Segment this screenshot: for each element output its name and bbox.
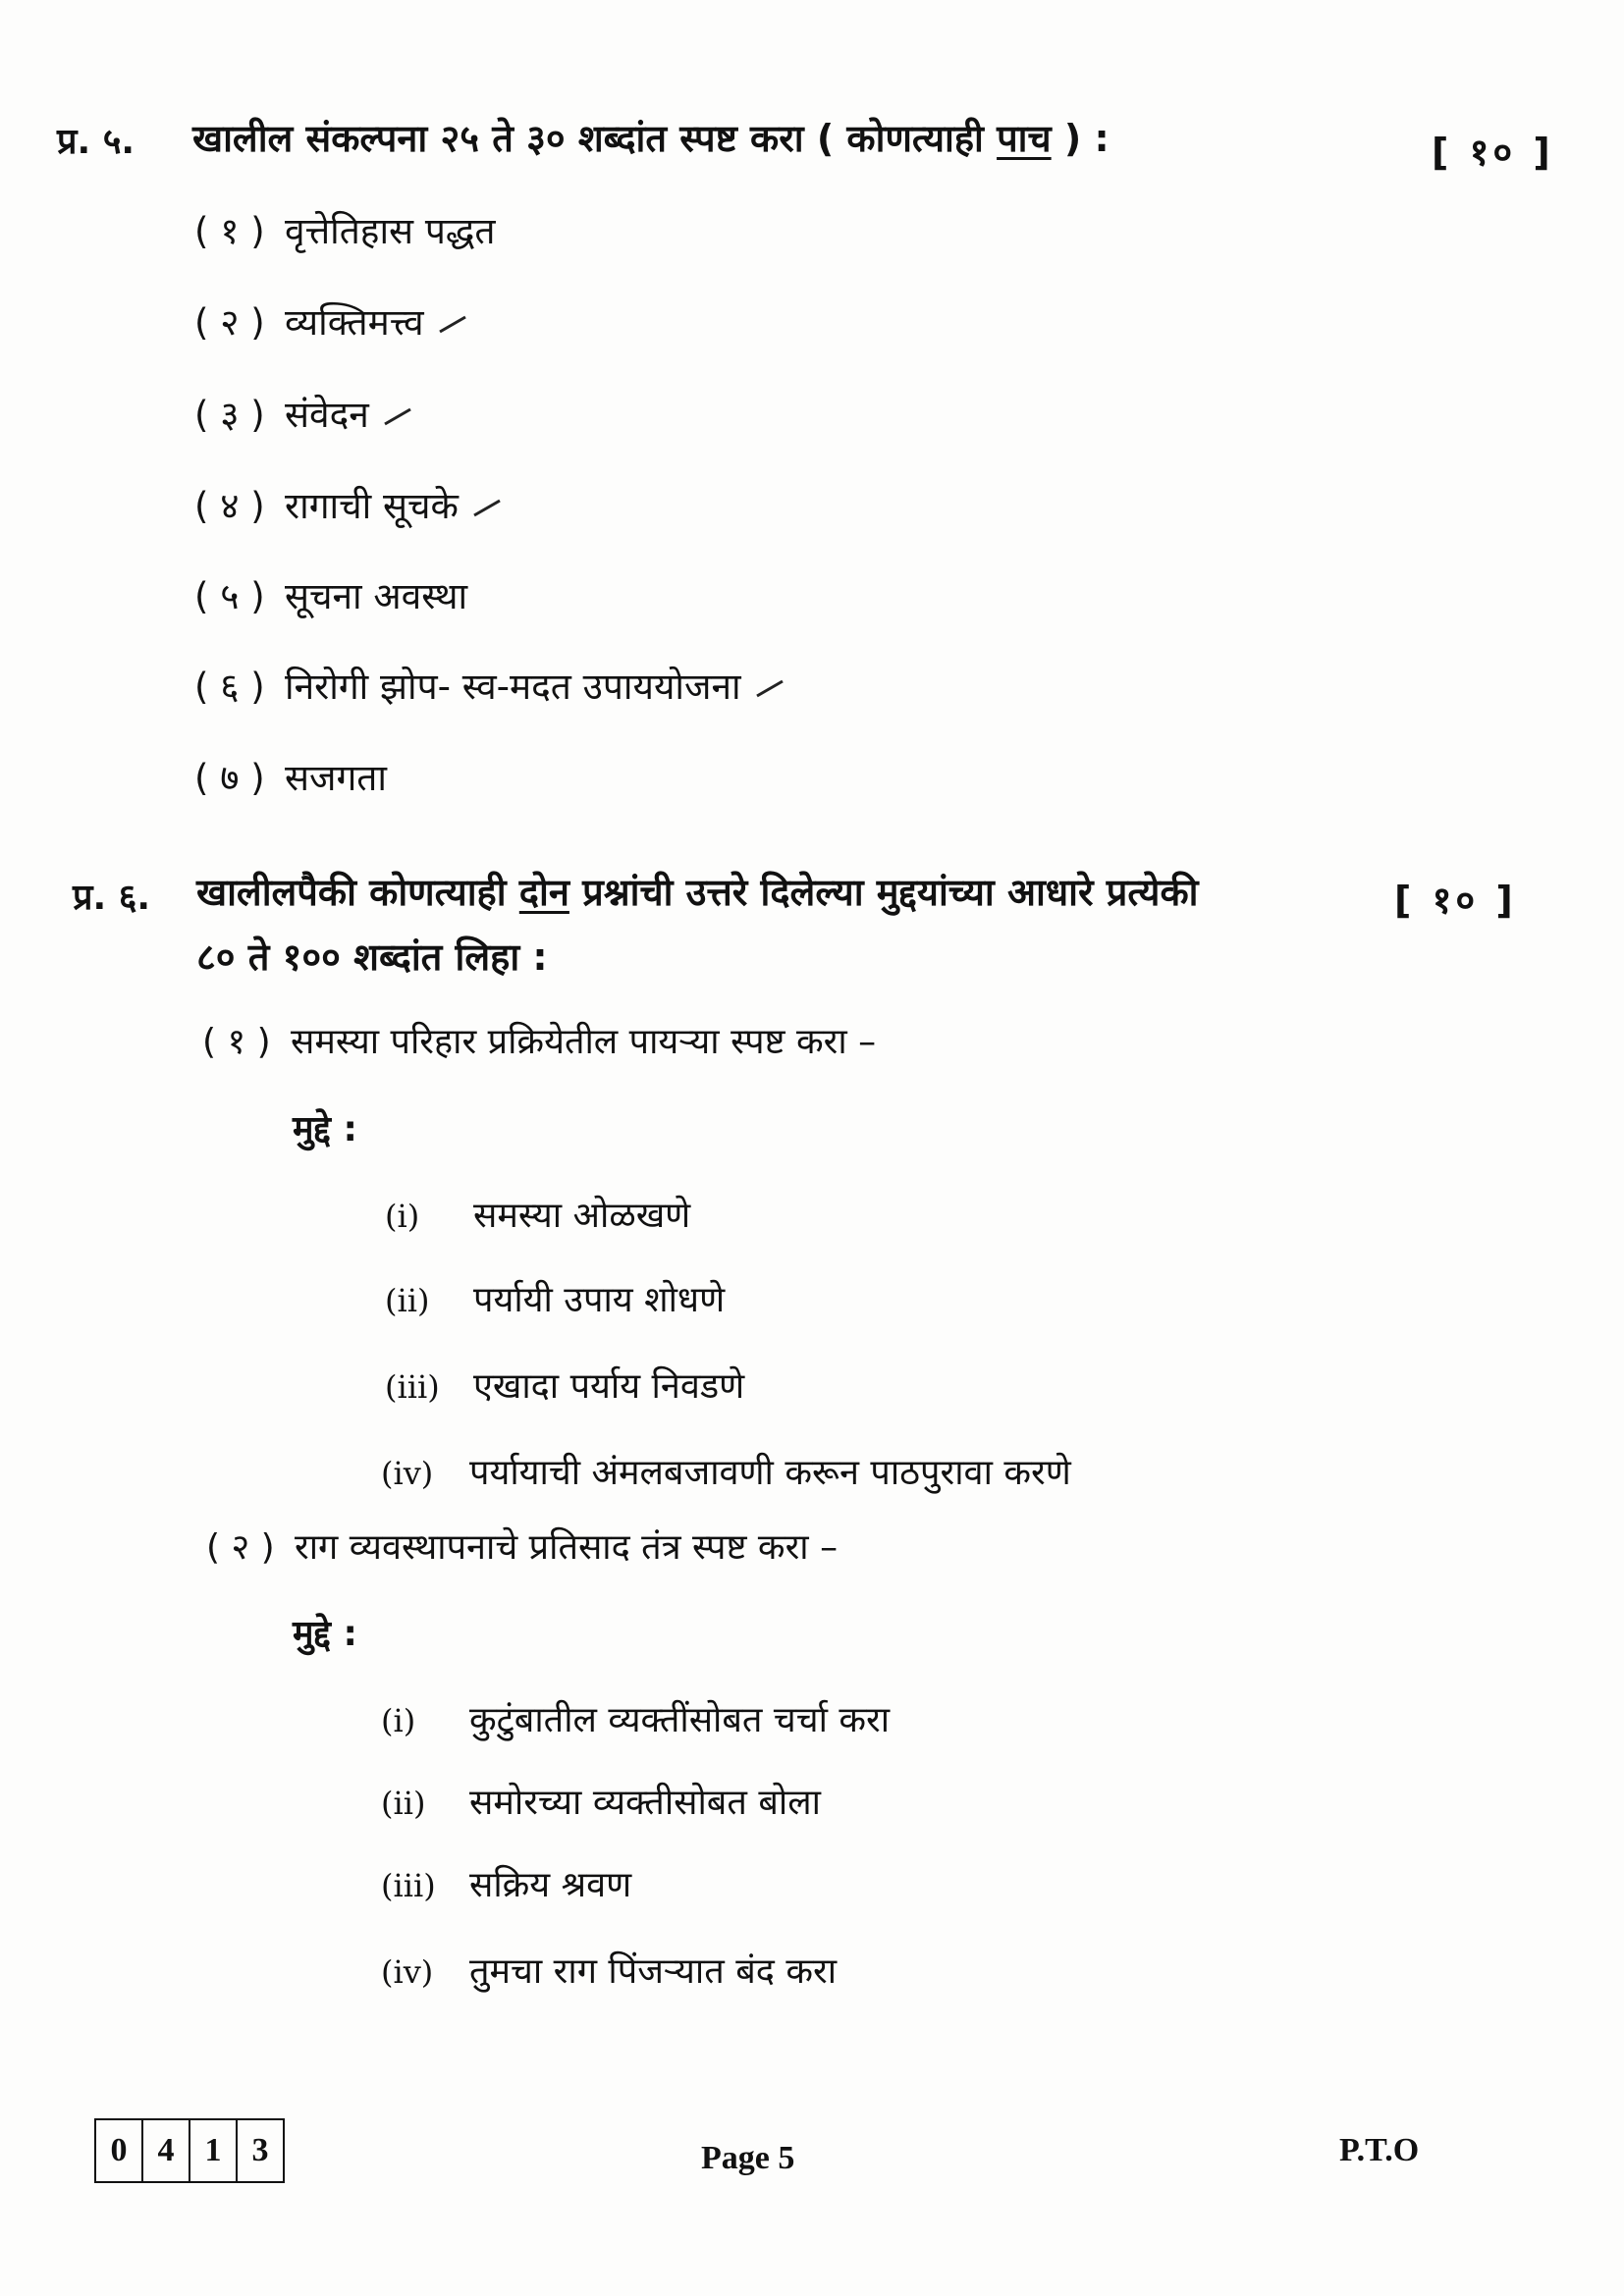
- sub-2-point-2: [381, 1777, 821, 1825]
- point-text: समोरच्या व्यक्तीसोबत बोला: [469, 1783, 821, 1823]
- sub-2-point-4: [381, 1946, 837, 1994]
- question-6-line-2: ८० ते १०० शब्दांत लिहा :: [196, 935, 548, 979]
- question-6-marks: [ १० ]: [1394, 879, 1517, 922]
- question-5-item-2: [194, 295, 467, 346]
- item-index: ( ७ ): [194, 757, 265, 799]
- question-5-underlined-word: पाच: [997, 117, 1052, 160]
- sub-1-point-3: [385, 1361, 744, 1409]
- question-5-text-part1: खालील संकल्पना २५ ते ३० शब्दांत स्पष्ट करा ( कोणत्याही: [192, 117, 998, 160]
- paper-code-digit: 3: [236, 2120, 283, 2181]
- point-numeral: (iii): [381, 1867, 436, 1904]
- point-text: पर्यायी उपाय शोधणे: [473, 1280, 726, 1320]
- question-6-number: प्र. ६.: [73, 878, 151, 918]
- item-index: ( ४ ): [194, 485, 265, 527]
- item-index: ( २ ): [194, 301, 265, 344]
- tick-mark-icon: [439, 316, 465, 334]
- point-text: कुटुंबातील व्यक्तींसोबत चर्चा करा: [469, 1700, 891, 1740]
- question-6-text-part1: खालीलपैकी कोणत्याही: [196, 871, 519, 914]
- point-numeral: (i): [381, 1702, 416, 1739]
- point-numeral: (iv): [381, 1455, 434, 1492]
- item-text: सजगता: [285, 757, 387, 799]
- sub-1-point-4: [381, 1447, 1071, 1495]
- question-5-text-part2: ) :: [1051, 117, 1110, 160]
- point-numeral: (i): [385, 1198, 420, 1235]
- point-numeral: (ii): [381, 1785, 426, 1822]
- item-index: ( ३ ): [194, 394, 265, 436]
- question-6-sub-1: [202, 1016, 876, 1064]
- sub-2-point-3: [381, 1859, 631, 1907]
- tick-mark-icon: [384, 408, 410, 426]
- question-5-text: [192, 106, 1110, 171]
- point-text: तुमचा राग पिंजऱ्यात बंद करा: [469, 1951, 838, 1992]
- page-number: Page 5: [701, 2140, 795, 2176]
- sub-1-point-2: [385, 1274, 725, 1322]
- question-6-text-part2: प्रश्नांची उत्तरे दिलेल्या मुद्दयांच्या आधारे प्रत्येकी: [568, 871, 1199, 914]
- point-text: एखादा पर्याय निवडणे: [473, 1366, 745, 1407]
- point-text: सक्रिय श्रवण: [469, 1865, 632, 1905]
- sub-text: समस्या परिहार प्रक्रियेतील पायऱ्या स्पष्ट करा –: [291, 1022, 877, 1062]
- sub-text: राग व्यवस्थापनाचे प्रतिसाद तंत्र स्पष्ट करा –: [295, 1527, 839, 1568]
- question-5-item-3: [194, 388, 412, 438]
- question-6-underlined-word: दोन: [518, 871, 569, 914]
- sub-index: ( १ ): [202, 1022, 271, 1062]
- paper-code-digit: 0: [110, 2132, 128, 2168]
- question-5-item-7: [194, 751, 387, 801]
- item-text: वृत्तेतिहास पद्धत: [285, 210, 496, 252]
- question-5-item-5: [194, 569, 467, 619]
- item-text: सूचना अवस्था: [285, 575, 468, 617]
- point-numeral: (iii): [385, 1368, 440, 1406]
- question-6-sub-2: [206, 1522, 838, 1570]
- sub-2-points-heading: मुद्दे :: [293, 1614, 357, 1654]
- question-6-text: [196, 860, 1199, 989]
- sub-1-points-heading: मुद्दे :: [293, 1109, 357, 1149]
- point-numeral: (ii): [385, 1282, 430, 1319]
- tick-mark-icon: [756, 680, 783, 698]
- question-6-line-1: [196, 860, 1199, 925]
- question-5-item-4: [194, 479, 502, 529]
- point-text: समस्या ओळखणे: [473, 1196, 691, 1236]
- item-index: ( ५ ): [194, 575, 265, 617]
- pto-label: P.T.O: [1339, 2132, 1420, 2168]
- sub-index: ( २ ): [206, 1527, 275, 1568]
- question-5-number: प्र. ५.: [57, 122, 135, 162]
- item-index: ( १ ): [194, 210, 265, 252]
- sub-1-point-1: [385, 1190, 690, 1238]
- point-numeral: (iv): [381, 1953, 434, 1991]
- item-index: ( ६ ): [194, 666, 265, 708]
- tick-mark-icon: [473, 500, 500, 517]
- point-text: पर्यायाची अंमलबजावणी करून पाठपुरावा करणे: [469, 1453, 1071, 1493]
- question-5-item-6: [194, 660, 785, 710]
- sub-2-point-1: [381, 1694, 890, 1742]
- paper-code-box: [94, 2118, 285, 2183]
- question-5-marks: [ १० ]: [1432, 131, 1554, 174]
- item-text: संवेदन: [285, 394, 369, 436]
- item-text: रागाची सूचके: [285, 485, 459, 527]
- question-5-item-1: [194, 204, 495, 254]
- item-text: व्यक्तिमत्त्व: [285, 301, 424, 344]
- paper-code-digit: 4: [141, 2120, 189, 2181]
- paper-code-digit: 1: [189, 2120, 236, 2181]
- item-text: निरोगी झोप- स्व-मदत उपाययोजना: [285, 666, 741, 708]
